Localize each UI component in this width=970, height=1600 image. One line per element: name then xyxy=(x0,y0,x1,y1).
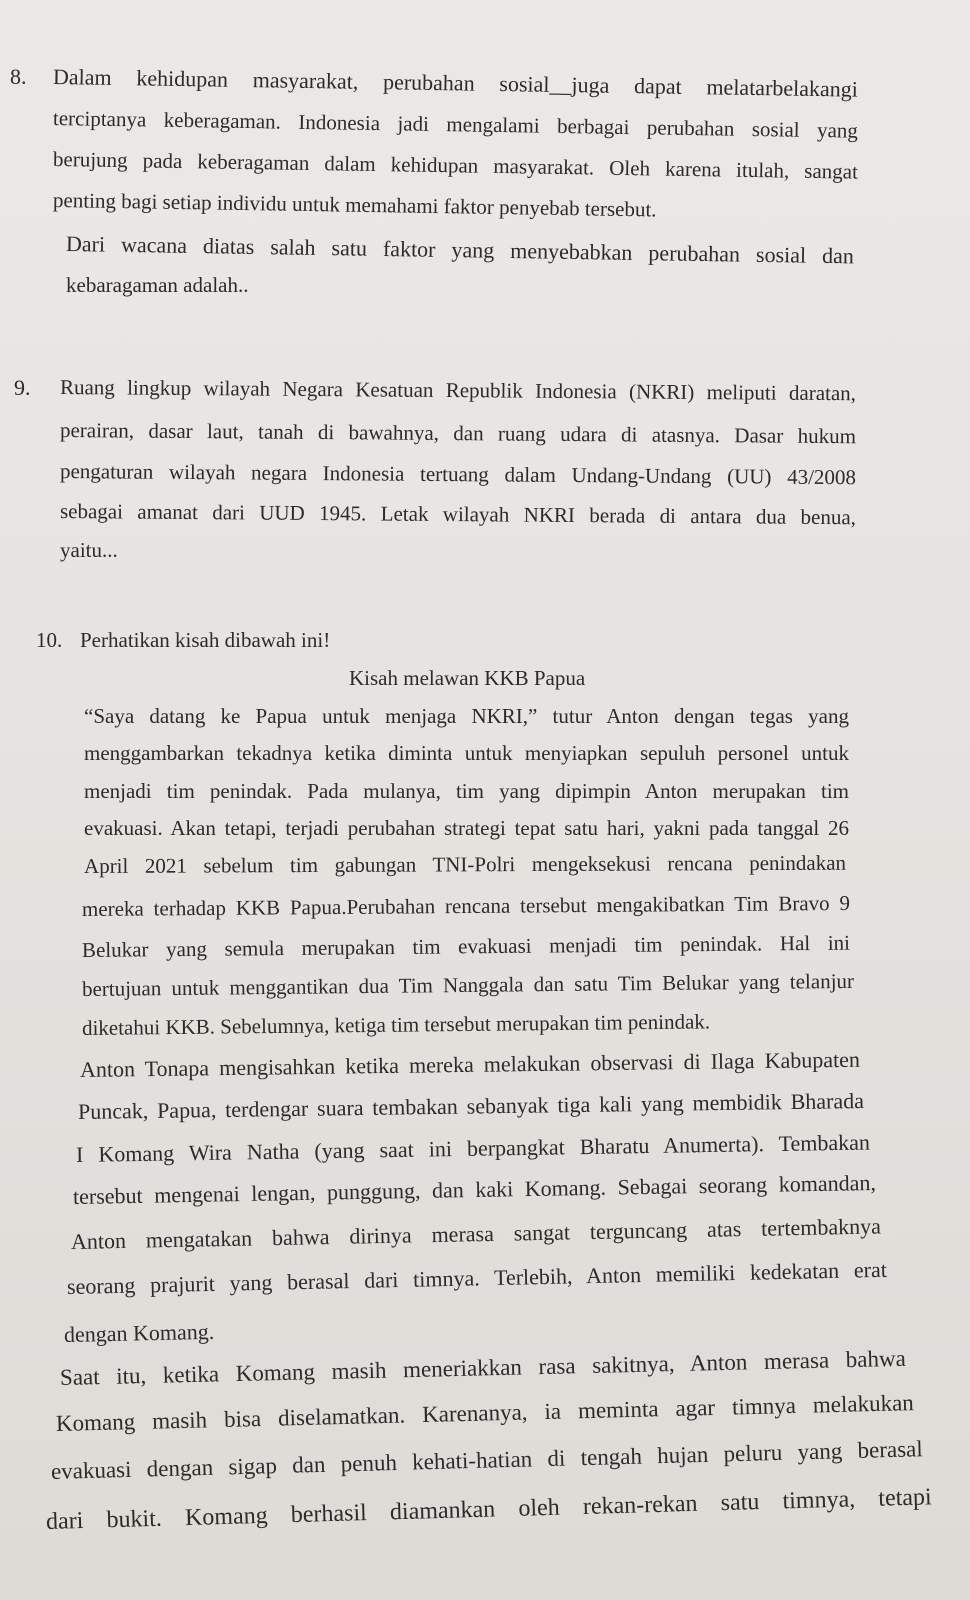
story-line: seorang prajurit yang berasal dari timnya. Terlebih, Anton memiliki kedekatan erat xyxy=(66,1256,888,1299)
story-line: April 2021 sebelum tim gabungan TNI-Polri mengeksekusi rencana penindakan xyxy=(83,850,847,878)
story-line: dari bukit. Komang berhasil diamankan oleh rekan-rekan satu timnya, tetapi xyxy=(45,1484,933,1535)
story-line: Belukar yang semula merupakan tim evakuasi menjadi tim penindak. Hal ini xyxy=(81,930,851,962)
story-line: Anton mengatakan bahwa dirinya merasa sangat terguncang atas tertembaknya xyxy=(70,1213,882,1254)
question-9-line: yaitu... xyxy=(60,538,118,562)
question-9-line: sebagai amanat dari UUD 1945. Letak wilayah NKRI berada di antara dua benua, xyxy=(59,499,857,530)
question-9-number: 9. xyxy=(14,375,31,400)
question-8-line: berujung pada keberagaman dalam kehidupan masyarakat. Oleh karena itulah, sangat xyxy=(52,147,859,184)
story-line: menjadi tim penindak. Pada mulanya, tim yang dipimpin Anton merupakan tim xyxy=(84,779,849,803)
story-line: dengan Komang. xyxy=(63,1318,215,1347)
story-line: Saat itu, ketika Komang masih meneriakkan rasa sakitnya, Anton merasa bahwa xyxy=(59,1345,907,1390)
story-line: “Saya datang ke Papua untuk menjaga NKRI,” tutur Anton dengan tegas yang xyxy=(84,704,849,728)
story-line: mereka terhadap KKB Papua.Perubahan rencana tersebut mengakibatkan Tim Bravo 9 xyxy=(81,890,851,921)
story-line: tersebut mengenai lengan, punggung, dan kaki Komang. Sebagai seorang komandan, xyxy=(72,1169,877,1209)
question-8-line: Dalam kehidupan masyarakat, perubahan sosial__juga dapat melatarbelakangi xyxy=(52,64,859,102)
story-line: evakuasi. Akan tetapi, terjadi perubahan strategi tepat satu hari, yakni pada tanggal 26 xyxy=(84,816,849,840)
story-line: Komang masih bisa diselamatkan. Karenanya, ia meminta agar timnya melakukan xyxy=(55,1390,915,1436)
question-8-number: 8. xyxy=(10,64,27,89)
story-title: Kisah melawan KKB Papua xyxy=(349,666,586,690)
question-9-line: pengaturan wilayah negara Indonesia tertuang dalam Undang-Undang (UU) 43/2008 xyxy=(59,459,857,490)
story-line: I Komang Wira Natha (yang saat ini berpangkat Bharatu Anumerta). Tembakan xyxy=(75,1129,871,1167)
story-line: diketahui KKB. Sebelumnya, ketiga tim tersebut merupakan tim penindak. xyxy=(81,1009,711,1040)
question-8-line: penting bagi setiap individu untuk memahami faktor penyebab tersebut. xyxy=(52,188,657,222)
question-10-number: 10. xyxy=(36,628,63,652)
question-9-line: perairan, dasar laut, tanah di bawahnya, dan ruang udara di atasnya. Dasar hukum xyxy=(59,418,857,449)
story-line: menggambarkan tekadnya ketika diminta untuk menyiapkan sepuluh personel untuk xyxy=(84,741,849,765)
question-8-prompt: kebaragaman adalah.. xyxy=(66,273,249,297)
question-9-line: Ruang lingkup wilayah Negara Kesatuan Republik Indonesia (NKRI) meliputi daratan, xyxy=(59,375,857,406)
story-line: bertujuan untuk menggantikan dua Tim Nanggala dan satu Tim Belukar yang telanjur xyxy=(81,968,855,1001)
question-10-intro: Perhatikan kisah dibawah ini! xyxy=(80,628,331,652)
question-8-line: terciptanya keberagaman. Indonesia jadi mengalami berbagai perubahan sosial yang xyxy=(52,106,859,143)
story-line: Puncak, Papua, terdengar suara tembakan sebanyak tiga kali yang membidik Bharada xyxy=(77,1088,865,1124)
story-line: Anton Tonapa mengisahkan ketika mereka melakukan observasi di Ilaga Kabupaten xyxy=(79,1046,861,1082)
story-line: evakuasi dengan sigap dan penuh kehati-hatian di tengah hujan peluru yang berasal xyxy=(50,1436,924,1484)
question-8-prompt: Dari wacana diatas salah satu faktor yang menyebabkan perubahan sosial dan xyxy=(65,231,855,269)
